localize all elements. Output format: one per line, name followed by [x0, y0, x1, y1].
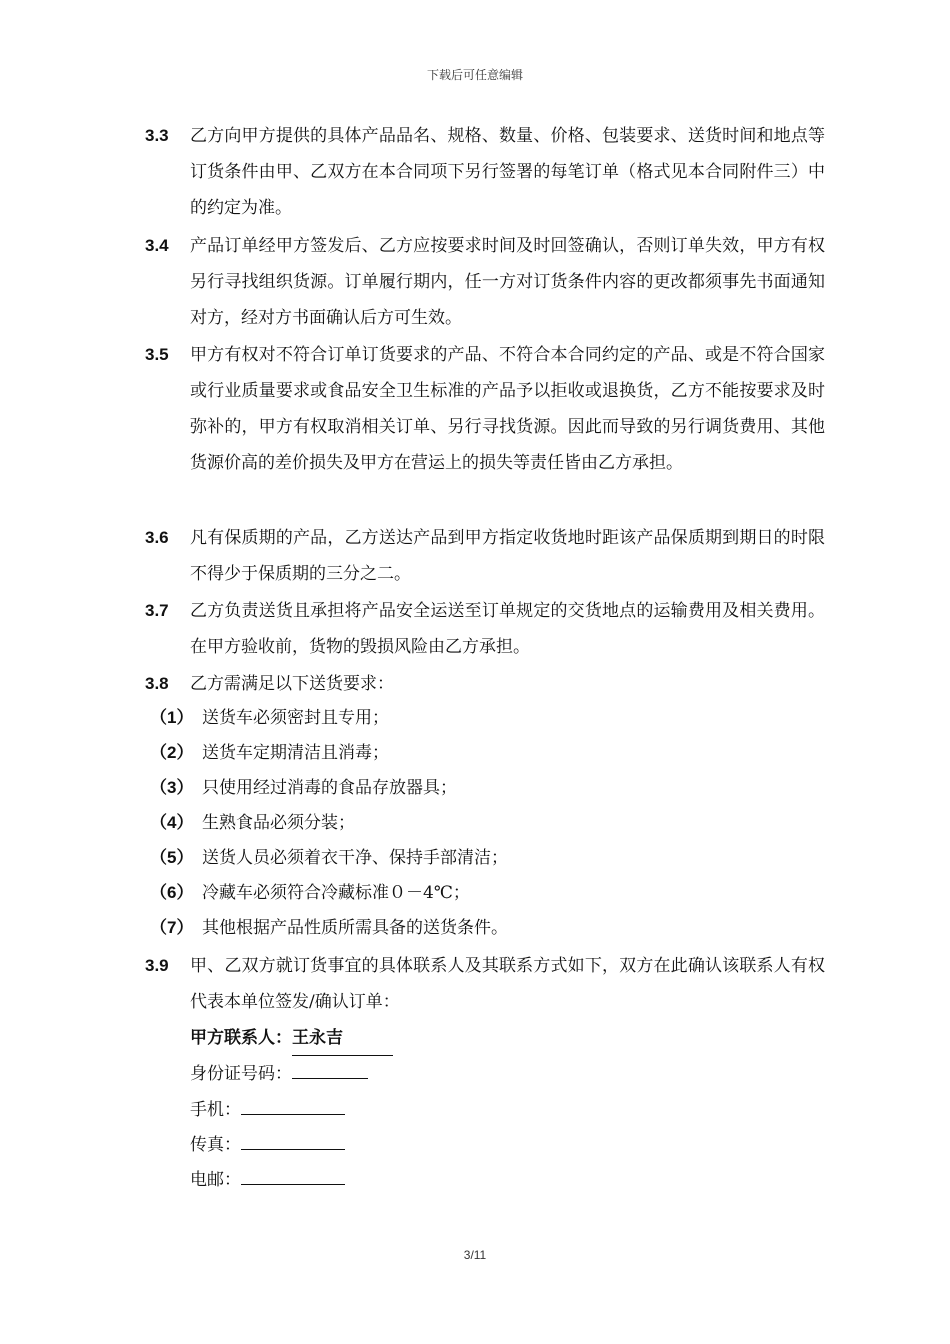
email-blank [241, 1162, 345, 1185]
clause-3-5 [145, 337, 825, 481]
clause-number: 3.4 [145, 236, 169, 255]
list-item [150, 701, 389, 735]
id-number-label: 身份证号码： [190, 1064, 292, 1084]
id-number-row [190, 1056, 368, 1091]
list-item [150, 841, 508, 875]
list-item [150, 736, 389, 770]
item-text: 送货车定期清洁且消毒； [202, 743, 389, 763]
id-number-blank [292, 1056, 368, 1079]
clause-text: 乙方负责送货且承担将产品安全运送至订单规定的交货地点的运输费用及相关费用。在甲方验收前，货物的毁损风险由乙方承担。 [190, 601, 825, 657]
item-number: （2） [150, 743, 194, 762]
fax-blank [241, 1127, 345, 1150]
list-item [150, 771, 457, 805]
clause-3-4 [145, 228, 825, 336]
page-header: 下载后可任意编辑 [426, 68, 523, 82]
item-text: 送货人员必须着衣干净、保持手部清洁； [202, 848, 508, 868]
clause-3-6 [145, 520, 825, 592]
clause-text: 凡有保质期的产品，乙方送达产品到甲方指定收货地时距该产品保质期到期日的时限不得少于保质期的三分之二。 [190, 528, 825, 584]
item-number: （1） [150, 708, 194, 727]
item-number: （4） [150, 813, 194, 832]
contact-person-label: 甲方联系人： [190, 1028, 292, 1048]
phone-label: 手机： [190, 1100, 241, 1120]
item-number: （5） [150, 848, 194, 867]
email-row [190, 1162, 345, 1197]
list-item [150, 876, 470, 910]
item-text: 冷藏车必须符合冷藏标准０－4℃； [202, 883, 470, 903]
item-text: 只使用经过消毒的食品存放器具； [202, 778, 457, 798]
contact-person-name: 王永吉 [292, 1021, 393, 1056]
clause-text: 甲方有权对不符合订单订货要求的产品、不符合本合同约定的产品、或是不符合国家或行业质量要求或食品安全卫生标准的产品予以拒收或退换货，乙方不能按要求及时弥补的，甲方有权取消相关订单、另行寻找货源。因此而导致的另行调货费用、其他货源价高的差价损失及甲方在营运上的损失等责任皆由乙方承担。 [190, 345, 825, 473]
clause-number: 3.9 [145, 956, 169, 975]
item-number: （3） [150, 778, 194, 797]
clause-number: 3.3 [145, 126, 169, 145]
clause-text: 产品订单经甲方签发后、乙方应按要求时间及时回签确认，否则订单失效，甲方有权另行寻找组织货源。订单履行期内，任一方对订货条件内容的更改都须事先书面通知对方，经对方书面确认后方可生效。 [190, 236, 825, 328]
clause-number: 3.6 [145, 528, 169, 547]
clause-text: 甲、乙双方就订货事宜的具体联系人及其联系方式如下，双方在此确认该联系人有权代表本单位签发/确认订单： [190, 956, 825, 1012]
list-item [150, 911, 508, 945]
fax-label: 传真： [190, 1135, 241, 1155]
phone-row [190, 1092, 345, 1127]
phone-blank [241, 1092, 345, 1115]
clause-number: 3.5 [145, 345, 169, 364]
item-number: （6） [150, 883, 194, 902]
clause-text: 乙方需满足以下送货要求： [190, 674, 394, 694]
item-number: （7） [150, 918, 194, 937]
item-text: 生熟食品必须分装； [202, 813, 355, 833]
clause-text: 乙方向甲方提供的具体产品品名、规格、数量、价格、包装要求、送货时间和地点等订货条件由甲、乙双方在本合同项下另行签署的每笔订单（格式见本合同附件三）中的约定为准。 [190, 126, 825, 218]
page-number: 3/11 [463, 1248, 487, 1262]
clause-3-7 [145, 593, 825, 665]
item-text: 送货车必须密封且专用； [202, 708, 389, 728]
contact-person-row [190, 1021, 393, 1056]
item-text: 其他根据产品性质所需具备的送货条件。 [202, 918, 508, 938]
list-item [150, 806, 355, 840]
clause-3-9 [145, 948, 825, 1020]
email-label: 电邮： [190, 1170, 241, 1190]
clause-3-8 [145, 666, 825, 702]
clause-3-3 [145, 118, 825, 226]
clause-number: 3.7 [145, 601, 169, 620]
fax-row [190, 1127, 345, 1162]
clause-number: 3.8 [145, 674, 169, 693]
